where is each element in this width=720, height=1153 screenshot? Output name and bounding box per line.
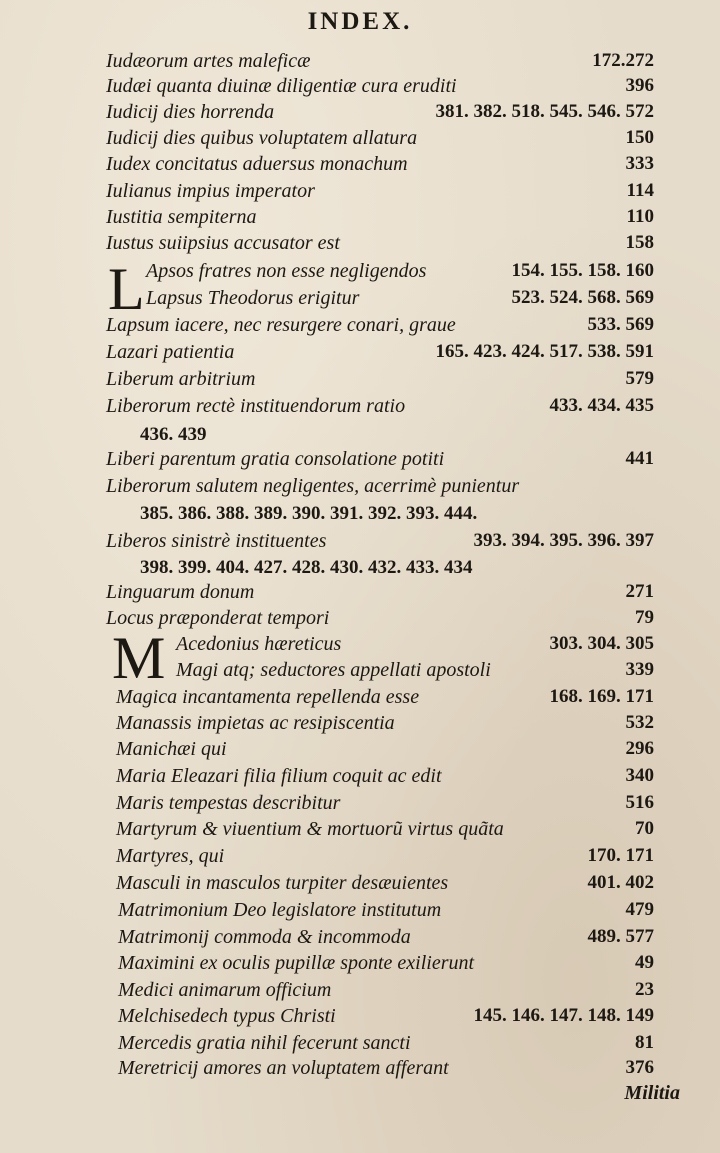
entry-pages: 110 xyxy=(626,206,654,227)
entry-pages: 533. 569 xyxy=(587,314,654,335)
entry-term: Martyres, qui xyxy=(116,845,225,867)
catchword: Militia xyxy=(624,1082,680,1104)
entry-pages-continuation: 436. 439 xyxy=(140,424,207,445)
entry-pages: 339 xyxy=(625,659,654,680)
entry-term: Matrimonij commoda & incommoda xyxy=(118,926,411,948)
index-entry xyxy=(0,979,720,1005)
entry-pages: 393. 394. 395. 396. 397 xyxy=(473,530,654,551)
entry-term: Mercedis gratia nihil fecerunt sancti xyxy=(118,1032,411,1054)
index-entry xyxy=(0,368,720,394)
index-entry xyxy=(0,686,720,712)
entry-term: Magi atq; seductores appellati apostoli xyxy=(176,659,491,681)
index-entry xyxy=(0,845,720,871)
entry-pages-continuation: 398. 399. 404. 427. 428. 430. 432. 433. 434 xyxy=(140,557,473,578)
entry-pages: 441 xyxy=(625,448,654,469)
entry-term: Iustus suiipsius accusator est xyxy=(106,232,340,254)
entry-term: Manassis impietas ac resipiscentia xyxy=(116,712,395,734)
entry-pages: 271 xyxy=(625,581,654,602)
entry-term: Lazari patientia xyxy=(106,341,235,363)
entry-pages: 579 xyxy=(625,368,654,389)
index-entry xyxy=(0,659,720,685)
entry-term: Meretricij amores an voluptatem afferant xyxy=(118,1057,449,1079)
entry-pages: 376 xyxy=(625,1057,654,1078)
entry-term: Lapsum iacere, nec resurgere conari, graue xyxy=(106,314,456,336)
entry-term: Iudicij dies quibus voluptatem allatura xyxy=(106,127,418,149)
entry-pages: 479 xyxy=(625,899,654,920)
index-entry xyxy=(0,1005,720,1031)
index-entry xyxy=(0,952,720,978)
entry-pages: 333 xyxy=(625,153,654,174)
entry-pages: 523. 524. 568. 569 xyxy=(511,287,654,308)
entry-pages: 340 xyxy=(625,765,654,786)
page-header: INDEX. xyxy=(307,8,413,35)
index-entry xyxy=(0,50,720,76)
index-entry xyxy=(0,1032,720,1058)
entry-pages: 489. 577 xyxy=(587,926,654,947)
entry-pages: 170. 171 xyxy=(587,845,654,866)
index-entry xyxy=(0,287,720,313)
entry-pages: 145. 146. 147. 148. 149 xyxy=(473,1005,654,1026)
entry-term: Maris tempestas describitur xyxy=(116,792,341,814)
entry-term: Linguarum donum xyxy=(106,581,255,603)
entry-pages: 154. 155. 158. 160 xyxy=(511,260,654,281)
entry-term: Matrimonium Deo legislatore institutum xyxy=(118,899,442,921)
index-entry xyxy=(0,153,720,179)
entry-pages: 81 xyxy=(635,1032,654,1053)
entry-pages-continuation: 385. 386. 388. 389. 390. 391. 392. 393. 444. xyxy=(140,503,478,524)
index-entry xyxy=(0,899,720,925)
index-entry xyxy=(0,75,720,101)
entry-pages: 401. 402 xyxy=(587,872,654,893)
entry-term: Manichæi qui xyxy=(116,738,227,760)
index-entry xyxy=(0,530,720,556)
entry-pages: 532 xyxy=(625,712,654,733)
entry-pages: 150 xyxy=(625,127,654,148)
index-entry xyxy=(0,206,720,232)
entry-pages: 114 xyxy=(626,180,654,201)
index-entry xyxy=(0,607,720,633)
drop-cap-m: M xyxy=(112,625,166,691)
entry-term: Iustitia sempiterna xyxy=(106,206,257,228)
entry-pages: 49 xyxy=(635,952,654,973)
entry-term: Locus præponderat tempori xyxy=(106,607,330,629)
index-entry xyxy=(0,180,720,206)
entry-term: Iudæorum artes maleficæ xyxy=(106,50,311,72)
entry-term: Liberorum rectè instituendorum ratio xyxy=(106,395,406,417)
entry-pages: 303. 304. 305 xyxy=(549,633,654,654)
entry-term: Liberorum salutem negligentes, acerrimè punientur xyxy=(106,475,520,497)
entry-pages: 296 xyxy=(625,738,654,759)
index-entry xyxy=(0,101,720,127)
entry-term: Acedonius hæreticus xyxy=(176,633,342,655)
entry-pages: 396 xyxy=(625,75,654,96)
entry-pages: 23 xyxy=(635,979,654,1000)
entry-term: Iudicij dies horrenda xyxy=(106,101,275,123)
entry-pages: 79 xyxy=(635,607,654,628)
entry-term: Iudæi quanta diuinæ diligentiæ cura eruditi xyxy=(106,75,457,97)
entry-term: Lapsus Theodorus erigitur xyxy=(146,287,360,309)
index-entry xyxy=(0,738,720,764)
entry-term: Maximini ex oculis pupillæ sponte exilierunt xyxy=(118,952,475,974)
entry-pages: 516 xyxy=(625,792,654,813)
entry-term: Apsos fratres non esse negligendos xyxy=(146,260,427,282)
index-entry xyxy=(0,581,720,607)
entry-term: Iulianus impius imperator xyxy=(106,180,315,202)
index-entry xyxy=(0,765,720,791)
index-entry xyxy=(0,792,720,818)
entry-term: Liberum arbitrium xyxy=(106,368,256,390)
index-entry xyxy=(0,633,720,659)
entry-term: Martyrum & viuentium & mortuorũ virtus quãta xyxy=(116,818,504,840)
index-entry xyxy=(0,260,720,286)
entry-pages: 172.272 xyxy=(592,50,654,71)
index-entry xyxy=(0,1057,720,1083)
entry-term: Liberi parentum gratia consolatione potiti xyxy=(106,448,445,470)
entry-term: Melchisedech typus Christi xyxy=(118,1005,336,1027)
entry-term: Magica incantamenta repellenda esse xyxy=(116,686,420,708)
index-entry xyxy=(0,395,720,421)
entry-term: Maria Eleazari filia filium coquit ac edit xyxy=(116,765,442,787)
entry-pages: 158 xyxy=(625,232,654,253)
entry-pages: 381. 382. 518. 545. 546. 572 xyxy=(435,101,654,122)
index-entry xyxy=(0,475,720,501)
entry-pages: 70 xyxy=(635,818,654,839)
index-entry xyxy=(0,127,720,153)
index-entry xyxy=(0,712,720,738)
entry-pages: 165. 423. 424. 517. 538. 591 xyxy=(435,341,654,362)
index-entry xyxy=(0,341,720,367)
entry-pages: 433. 434. 435 xyxy=(549,395,654,416)
index-entry xyxy=(0,314,720,340)
drop-cap-l: L xyxy=(108,256,145,322)
index-entry xyxy=(0,232,720,258)
entry-term: Iudex concitatus aduersus monachum xyxy=(106,153,408,175)
entry-pages: 168. 169. 171 xyxy=(549,686,654,707)
index-entry xyxy=(0,926,720,952)
index-entry xyxy=(0,818,720,844)
entry-term: Masculi in masculos turpiter desæuientes xyxy=(116,872,449,894)
entry-term: Medici animarum officium xyxy=(118,979,332,1001)
index-entry xyxy=(0,448,720,474)
index-entry xyxy=(0,872,720,898)
entry-term: Liberos sinistrè instituentes xyxy=(106,530,327,552)
